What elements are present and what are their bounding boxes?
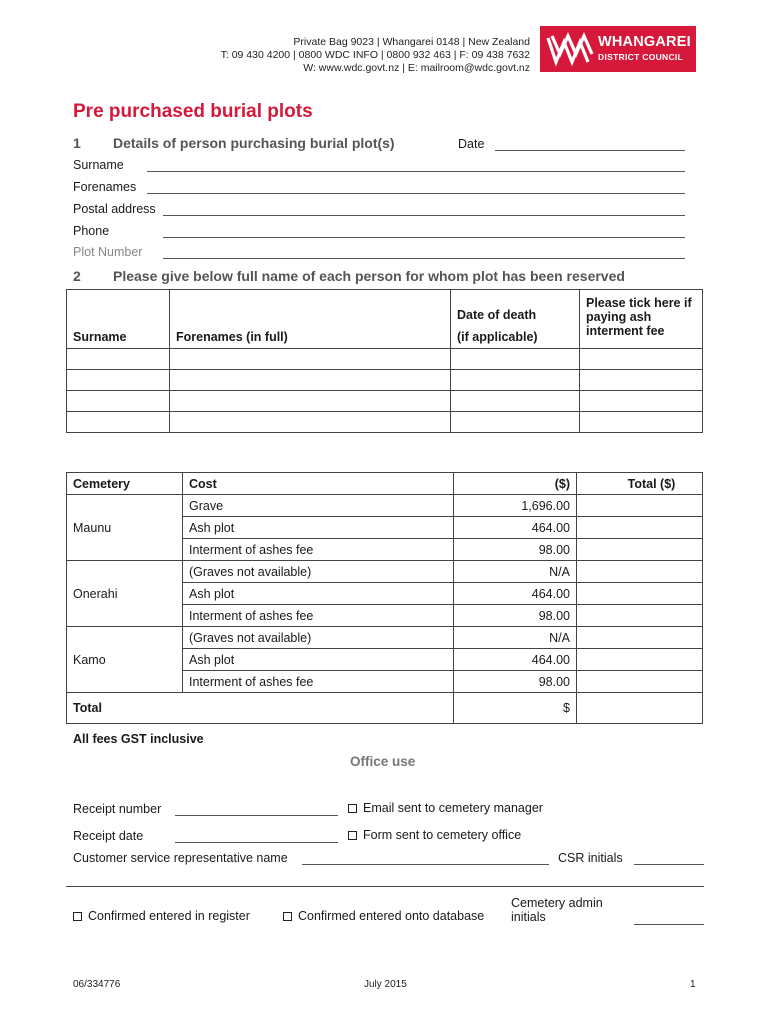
reserved-persons-table <box>66 289 703 433</box>
cost-amount: N/A <box>454 627 577 649</box>
cost-label: Interment of ashes fee <box>183 671 454 693</box>
col-total: Total ($) <box>577 473 703 495</box>
postal-address-label: Postal address <box>73 202 156 216</box>
admin-initials-line-2: initials <box>511 910 546 924</box>
address-line-3: W: www.wdc.govt.nz | E: mailroom@wdc.govt.nz <box>303 62 530 74</box>
total-label: Total <box>67 693 454 724</box>
total-cell[interactable] <box>577 605 703 627</box>
confirmed-database-checkbox-icon[interactable] <box>283 912 292 921</box>
phone-field[interactable] <box>163 237 685 238</box>
receipt-date-field[interactable] <box>175 842 338 843</box>
confirmed-database-option[interactable] <box>283 909 484 923</box>
logo-name: WHANGAREI <box>598 34 691 50</box>
table-row <box>67 495 703 517</box>
cost-label: Interment of ashes fee <box>183 605 454 627</box>
cost-label: Ash plot <box>183 583 454 605</box>
total-cell[interactable] <box>577 561 703 583</box>
gst-note: All fees GST inclusive <box>73 732 204 746</box>
total-cell[interactable] <box>577 671 703 693</box>
wdc-logo-mark-icon <box>546 32 594 68</box>
postal-address-field[interactable] <box>163 215 685 216</box>
council-logo <box>540 26 696 72</box>
email-sent-checkbox-icon[interactable] <box>348 804 357 813</box>
page-number: 1 <box>690 979 696 990</box>
plot-number-field[interactable] <box>163 258 685 259</box>
total-cell[interactable] <box>577 627 703 649</box>
section-1-number: 1 <box>73 135 81 151</box>
total-cell[interactable] <box>577 517 703 539</box>
surname-field[interactable] <box>147 171 685 172</box>
confirmed-register-checkbox-icon[interactable] <box>73 912 82 921</box>
email-sent-label: Email sent to cemetery manager <box>363 801 543 815</box>
total-symbol: $ <box>454 693 577 724</box>
receipt-date-label: Receipt date <box>73 829 144 843</box>
confirmed-register-label: Confirmed entered in register <box>88 909 250 923</box>
footer-date: July 2015 <box>364 979 407 990</box>
cost-amount: 98.00 <box>454 605 577 627</box>
col-cost: Cost <box>183 473 454 495</box>
col-forenames: Forenames (in full) <box>170 290 451 349</box>
cost-amount: N/A <box>454 561 577 583</box>
cost-label: Ash plot <box>183 517 454 539</box>
surname-label: Surname <box>73 158 124 172</box>
date-of-death-label: Date of death <box>457 308 537 322</box>
admin-initials-field[interactable] <box>634 924 704 925</box>
admin-initials-line-1: Cemetery admin <box>511 896 603 910</box>
cost-label: Ash plot <box>183 649 454 671</box>
table-row <box>67 349 703 370</box>
address-line-1: Private Bag 9023 | Whangarei 0148 | New Zealand <box>293 36 530 48</box>
divider <box>66 886 704 887</box>
office-use-heading: Office use <box>350 754 416 769</box>
col-amount: ($) <box>454 473 577 495</box>
table-row <box>67 561 703 583</box>
csr-initials-field[interactable] <box>634 864 704 865</box>
phone-label: Phone <box>73 224 110 238</box>
col-date-of-death <box>451 290 580 349</box>
section-2-heading: Please give below full name of each person for whom plot has been reserved <box>113 268 625 284</box>
cost-amount: 464.00 <box>454 583 577 605</box>
receipt-number-label: Receipt number <box>73 802 162 816</box>
cost-label: (Graves not available) <box>183 561 454 583</box>
cemetery-maunu: Maunu <box>67 495 183 561</box>
cost-amount: 464.00 <box>454 649 577 671</box>
total-cell[interactable] <box>577 649 703 671</box>
csr-initials-label: CSR initials <box>558 851 623 865</box>
cost-amount: 464.00 <box>454 517 577 539</box>
csr-name-field[interactable] <box>302 864 549 865</box>
costs-header-row <box>67 473 703 495</box>
col-surname: Surname <box>67 290 170 349</box>
confirmed-database-label: Confirmed entered onto database <box>298 909 485 923</box>
csr-name-label: Customer service representative name <box>73 851 288 865</box>
cemetery-kamo: Kamo <box>67 627 183 693</box>
contact-details <box>221 36 530 75</box>
confirmed-register-option[interactable] <box>73 909 250 923</box>
col-ash-fee: Please tick here if paying ash interment fee <box>580 290 703 349</box>
table-row <box>67 627 703 649</box>
forenames-field[interactable] <box>147 193 685 194</box>
section-2-number: 2 <box>73 268 81 284</box>
table-header-row <box>67 290 703 349</box>
date-label: Date <box>458 137 485 151</box>
col-cemetery: Cemetery <box>67 473 183 495</box>
table-row <box>67 370 703 391</box>
form-sent-label: Form sent to cemetery office <box>363 828 522 842</box>
logo-subtitle: DISTRICT COUNCIL <box>598 52 684 62</box>
total-cell[interactable] <box>577 539 703 561</box>
receipt-number-field[interactable] <box>175 815 338 816</box>
cemetery-costs-table <box>66 472 703 724</box>
grand-total-cell[interactable] <box>577 693 703 724</box>
form-sent-option[interactable] <box>348 828 521 842</box>
date-field[interactable] <box>495 150 685 151</box>
form-sent-checkbox-icon[interactable] <box>348 831 357 840</box>
cost-label: Interment of ashes fee <box>183 539 454 561</box>
total-cell[interactable] <box>577 583 703 605</box>
table-row <box>67 391 703 412</box>
cemetery-onerahi: Onerahi <box>67 561 183 627</box>
total-cell[interactable] <box>577 495 703 517</box>
table-row <box>67 412 703 433</box>
cost-amount: 1,696.00 <box>454 495 577 517</box>
cost-amount: 98.00 <box>454 539 577 561</box>
if-applicable-label: (if applicable) <box>457 330 538 344</box>
cost-label: (Graves not available) <box>183 627 454 649</box>
section-1-heading: Details of person purchasing burial plot(s) <box>113 135 395 151</box>
admin-initials-label <box>511 896 603 924</box>
email-sent-option[interactable] <box>348 801 543 815</box>
page-title: Pre purchased burial plots <box>73 101 313 122</box>
document-reference: 06/334776 <box>73 979 121 990</box>
address-line-2: T: 09 430 4200 | 0800 WDC INFO | 0800 932 463 | F: 09 438 7632 <box>220 49 530 61</box>
forenames-label: Forenames <box>73 180 137 194</box>
plot-number-label: Plot Number <box>73 245 143 259</box>
cost-amount: 98.00 <box>454 671 577 693</box>
total-row <box>67 693 703 724</box>
cost-label: Grave <box>183 495 454 517</box>
